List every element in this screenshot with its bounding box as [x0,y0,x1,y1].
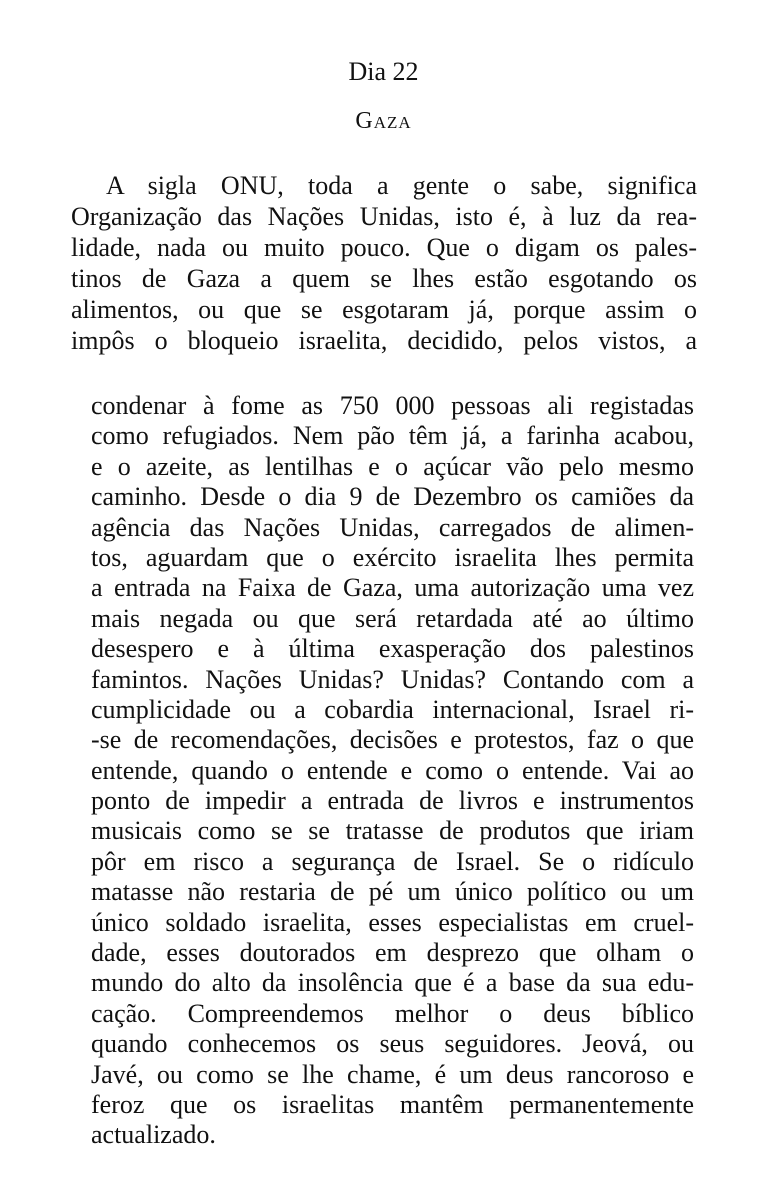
text-line: lidade, nada ou muito pouco. Que o digam os pales- [71,233,697,262]
text-line: como refugiados. Nem pão têm já, a farinha acabou, [91,421,694,451]
text-line: cumplicidade ou a cobardia internacional, Israel ri- [91,694,694,724]
text-line: matasse não restaria de pé um único político ou um [91,877,694,907]
text-line: actualizado. [91,1120,216,1150]
paragraph-bottom [91,391,694,1151]
text-line: impôs o bloqueio israelita, decidido, pelos vistos, a [71,326,697,355]
text-line: alimentos, ou que se esgotaram já, porque assim o [71,295,697,324]
text-line: agência das Nações Unidas, carregados de alimen- [91,512,694,542]
text-line: tos, aguardam que o exército israelita lhes permita [91,542,694,572]
text-line: caminho. Desde o dia 9 de Dezembro os camiões da [91,482,694,512]
text-line: quando conhecemos os seus seguidores. Jeová, ou [91,1029,694,1059]
text-line: desespero e à última exasperação dos palestinos [91,634,694,664]
text-line: pôr em risco a segurança de Israel. Se o ridículo [91,846,694,876]
text-line: mundo do alto da insolência que é a base da sua edu- [91,968,694,998]
text-line: famintos. Nações Unidas? Unidas? Contando com a [91,664,694,694]
text-line: Organização das Nações Unidas, isto é, à luz da rea- [71,202,697,231]
text-line: musicais como se se tratasse de produtos que iriam [91,816,694,846]
text-line: A sigla ONU, toda a gente o sabe, significa [106,171,697,200]
text-line: e o azeite, as lentilhas e o açúcar vão pelo mesmo [91,451,694,481]
text-line: -se de recomendações, decisões e protestos, faz o que [91,725,694,755]
text-line: condenar à fome as 750 000 pessoas ali registadas [91,391,694,420]
text-line: cação. Compreendemos melhor o deus bíblico [91,998,694,1028]
chapter-day-text: Dia 22 [348,57,419,86]
text-line: a entrada na Faixa de Gaza, uma autorização uma vez [91,573,694,603]
text-line: dade, esses doutorados em desprezo que olham o [91,938,694,968]
text-line: único soldado israelita, esses especialistas em cruel- [91,907,694,937]
text-line: mais negada ou que será retardada até ao último [91,603,694,633]
text-line: ponto de impedir a entrada de livros e instrumentos [91,786,694,816]
paragraph-top [71,170,697,356]
text-line: Javé, ou como se lhe chame, é um deus rancoroso e [91,1059,694,1089]
text-line: entende, quando o entende e como o entende. Vai ao [91,755,694,785]
chapter-day-heading [0,57,767,87]
text-line: tinos de Gaza a quem se lhes estão esgotando os [71,264,697,293]
chapter-title: Gaza [355,108,412,134]
text-line: feroz que os israelitas mantêm permanentemente [91,1089,694,1119]
